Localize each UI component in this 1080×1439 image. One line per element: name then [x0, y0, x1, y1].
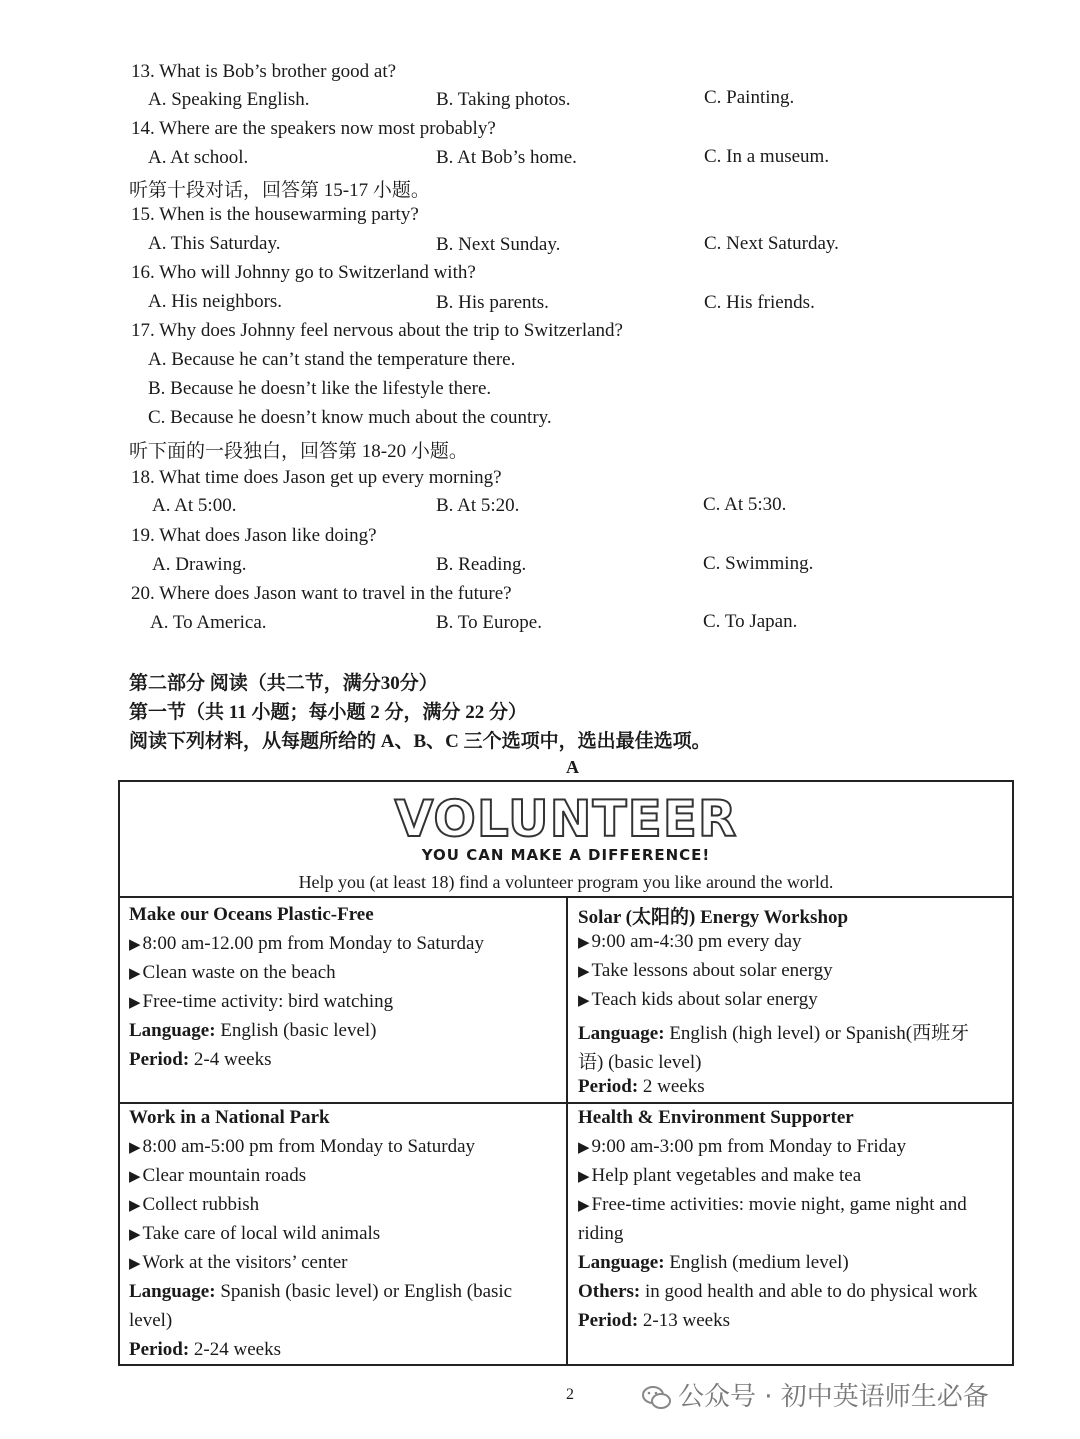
q20-option-a: A. To America. [150, 612, 267, 633]
poster-help-text: Help you (at least 18) find a volunteer program you like around the world. [298, 872, 834, 892]
program-title: Work in a National Park [129, 1107, 330, 1128]
program-period: Period: 2-24 weeks [129, 1339, 281, 1360]
program-title: Health & Environment Supporter [578, 1107, 854, 1128]
bullet-icon: ▶ [129, 1256, 141, 1272]
program-title: Make our Oceans Plastic-Free [129, 904, 374, 925]
program-item: ▶ 8:00 am-5:00 pm from Monday to Saturday [129, 1136, 476, 1157]
q16-option-c: C. His friends. [704, 292, 815, 313]
bullet-icon: ▶ [578, 1169, 590, 1185]
question-13: 13. What is Bob’s brother good at? [131, 61, 397, 82]
bullet-icon: ▶ [578, 1140, 590, 1156]
program-item: ▶ Clean waste on the beach [129, 962, 336, 983]
q20-option-c: C. To Japan. [703, 611, 798, 632]
q15-option-c: C. Next Saturday. [704, 233, 839, 254]
bullet-icon: ▶ [129, 937, 141, 953]
program-health [578, 1107, 1008, 1347]
program-item: ▶ Collect rubbish [129, 1194, 260, 1215]
q19-option-b: B. Reading. [436, 554, 527, 575]
column-divider [566, 898, 568, 1366]
program-item-cont: riding [578, 1223, 624, 1244]
poster-subtitle: YOU CAN MAKE A DIFFERENCE! [421, 846, 711, 864]
monologue-instruction: 听下面的一段独白，回答第 18-20 小题。 [129, 441, 468, 462]
poster-title: VOLUNTEER [394, 790, 738, 848]
bullet-icon: ▶ [129, 1140, 141, 1156]
row-divider [120, 1102, 1012, 1104]
program-language: Language: English (high level) or Spanish(西班牙 [578, 1023, 970, 1044]
q14-option-c: C. In a museum. [704, 146, 830, 167]
program-item: ▶ Help plant vegetables and make tea [578, 1165, 862, 1186]
program-item: ▶ Take lessons about solar energy [578, 960, 833, 981]
program-item: ▶ 8:00 am-12.00 pm from Monday to Saturday [129, 933, 484, 954]
bullet-icon: ▶ [129, 1198, 141, 1214]
question-15: 15. When is the housewarming party? [131, 204, 419, 225]
program-solar [578, 902, 1008, 1097]
program-item: ▶ Teach kids about solar energy [578, 989, 818, 1010]
program-park [129, 1107, 559, 1367]
q17-option-c: C. Because he doesn’t know much about the country. [148, 407, 552, 428]
bullet-icon: ▶ [129, 995, 141, 1011]
section-1-heading: 第一节（共 11 小题；每小题 2 分，满分 22 分） [129, 702, 527, 723]
q13-option-b: B. Taking photos. [436, 89, 571, 110]
bullet-icon: ▶ [129, 966, 141, 982]
program-period: Period: 2-13 weeks [578, 1310, 730, 1331]
program-title: Solar (太阳的) Energy Workshop [578, 907, 849, 928]
reading-instruction: 阅读下列材料，从每题所给的 A、B、C 三个选项中，选出最佳选项。 [129, 731, 711, 752]
q18-option-a: A. At 5:00. [152, 495, 237, 516]
program-oceans [129, 904, 559, 1094]
q14-option-a: A. At school. [148, 147, 249, 168]
bullet-icon: ▶ [578, 964, 590, 980]
poster-header [120, 782, 1012, 898]
passage-label: A [566, 757, 579, 777]
question-14: 14. Where are the speakers now most probably? [131, 118, 496, 139]
bullet-icon: ▶ [578, 935, 590, 951]
part-2-heading: 第二部分 阅读（共二节，满分30分） [129, 673, 438, 694]
program-item: ▶ Take care of local wild animals [129, 1223, 381, 1244]
program-item: ▶ Free-time activity: bird watching [129, 991, 394, 1012]
q17-option-b: B. Because he doesn’t like the lifestyle there. [148, 378, 492, 399]
q15-option-a: A. This Saturday. [148, 233, 281, 254]
program-language-cont: level) [129, 1310, 173, 1331]
q16-option-a: A. His neighbors. [148, 291, 283, 312]
volunteer-poster [118, 780, 1014, 1366]
program-language: Language: English (medium level) [578, 1252, 849, 1273]
q18-option-b: B. At 5:20. [436, 495, 520, 516]
watermark-text: 公众号 · 初中英语师生必备 [678, 1382, 989, 1412]
bullet-icon: ▶ [129, 1169, 141, 1185]
dialog-10-instruction: 听第十段对话，回答第 15-17 小题。 [129, 180, 430, 201]
page-number: 2 [566, 1386, 574, 1403]
program-item: ▶ Clear mountain roads [129, 1165, 307, 1186]
question-18: 18. What time does Jason get up every morning? [131, 467, 502, 488]
question-20: 20. Where does Jason want to travel in the future? [131, 583, 512, 604]
watermark [642, 1376, 989, 1413]
q13-option-a: A. Speaking English. [148, 89, 310, 110]
bullet-icon: ▶ [578, 993, 590, 1009]
question-17: 17. Why does Johnny feel nervous about the trip to Switzerland? [131, 320, 623, 341]
q19-option-c: C. Swimming. [703, 553, 814, 574]
program-others: Others: in good health and able to do physical work [578, 1281, 978, 1302]
question-19: 19. What does Jason like doing? [131, 525, 377, 546]
program-item: ▶ Free-time activities: movie night, game night and [578, 1194, 967, 1215]
q16-option-b: B. His parents. [436, 292, 549, 313]
q15-option-b: B. Next Sunday. [436, 234, 561, 255]
q19-option-a: A. Drawing. [152, 554, 247, 575]
q20-option-b: B. To Europe. [436, 612, 542, 633]
question-16: 16. Who will Johnny go to Switzerland with? [131, 262, 476, 283]
bullet-icon: ▶ [578, 1198, 590, 1214]
q14-option-b: B. At Bob’s home. [436, 147, 577, 168]
q17-option-a: A. Because he can’t stand the temperature there. [148, 349, 516, 370]
program-period: Period: 2-4 weeks [129, 1049, 272, 1070]
program-item: ▶ 9:00 am-3:00 pm from Monday to Friday [578, 1136, 907, 1157]
program-item: ▶ 9:00 am-4:30 pm every day [578, 931, 802, 952]
program-language: Language: Spanish (basic level) or English (basic [129, 1281, 513, 1302]
wechat-icon [642, 1385, 672, 1411]
bullet-icon: ▶ [129, 1227, 141, 1243]
program-item: ▶ Work at the visitors’ center [129, 1252, 348, 1273]
program-language-cont: 语) (basic level) [578, 1052, 702, 1073]
q18-option-c: C. At 5:30. [703, 494, 787, 515]
program-period: Period: 2 weeks [578, 1076, 705, 1097]
program-language: Language: English (basic level) [129, 1020, 377, 1041]
q13-option-c: C. Painting. [704, 87, 795, 108]
